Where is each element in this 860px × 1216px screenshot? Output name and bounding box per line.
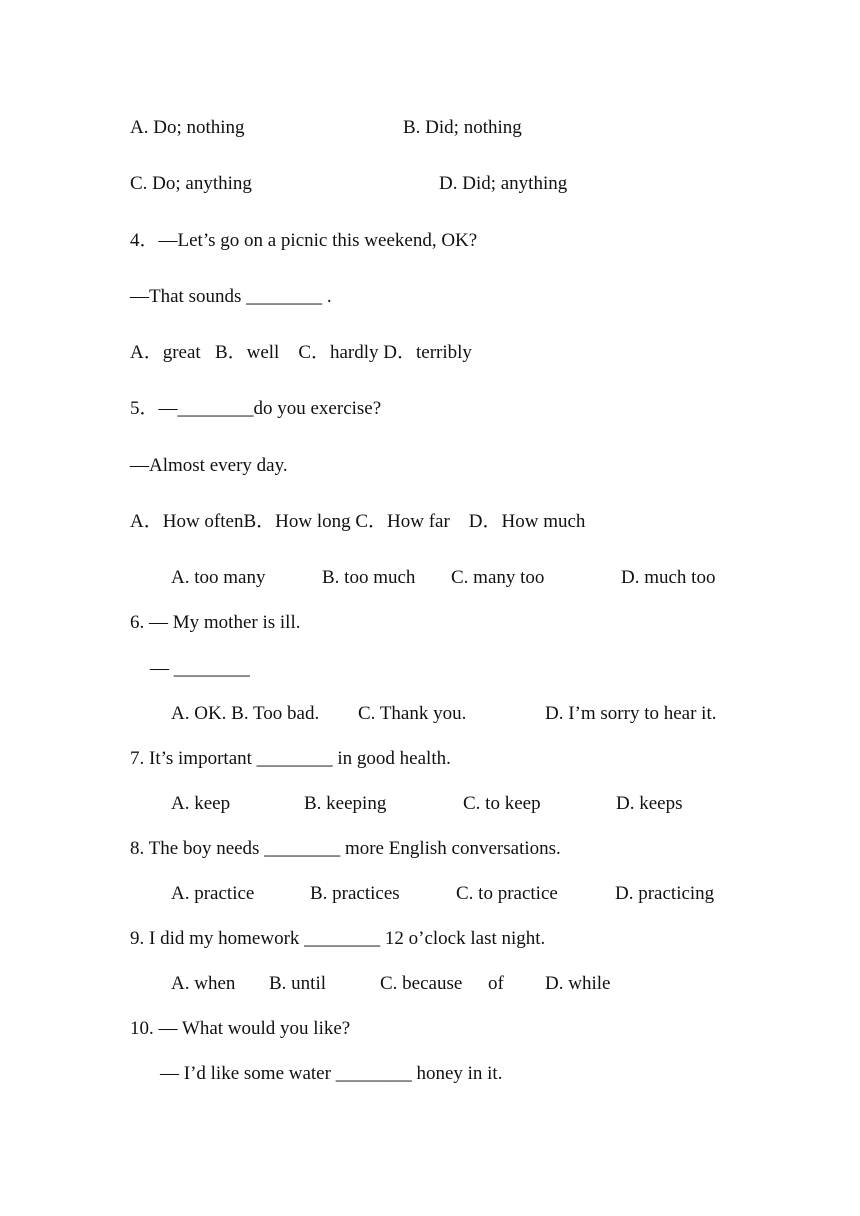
option-text: D. while [545,973,611,994]
option-text: C. Thank you. [358,703,467,724]
option-text: B. practices [310,883,400,904]
option-text: B. until [269,973,327,994]
option-text: D. practicing [615,883,715,904]
option-text: A. when [171,973,236,994]
option-text: A．How oftenB．How long C．How far D．How much [130,511,586,532]
option-text: B. too much [322,567,416,588]
option-text: A. keep [171,793,231,814]
dialogue-line: —That sounds ________ . [130,286,332,307]
question-text: 6. — My mother is ill. [130,612,301,633]
option-text: C. many too [451,567,545,588]
question-text: 9. I did my homework ________ 12 o’clock last night. [130,928,546,949]
question-text: 4．—Let’s go on a picnic this weekend, OK? [130,230,478,251]
option-text: B. Did; nothing [403,117,522,138]
dialogue-line: —Almost every day. [130,455,288,476]
option-text: C. because [380,973,463,994]
option-text: C. to keep [463,793,541,814]
option-text: A. practice [171,883,255,904]
option-text: D. Did; anything [439,173,568,194]
dialogue-line: — I’d like some water ________ honey in it. [160,1063,503,1084]
option-text: D. keeps [616,793,683,814]
option-text: A．great B．well C．hardly D．terribly [130,342,472,363]
question-text: 8. The boy needs ________ more English conversations. [130,838,561,859]
option-text: D. I’m sorry to hear it. [545,703,717,724]
question-text: 5．—________do you exercise? [130,398,382,419]
option-text: A. Do; nothing [130,117,245,138]
option-text: A. OK. B. Too bad. [171,703,320,724]
option-text: C. Do; anything [130,173,252,194]
question-text: 10. — What would you like? [130,1018,351,1039]
option-text: D. much too [621,567,716,588]
dialogue-line: — ________ [150,658,250,679]
option-text: A. too many [171,567,266,588]
question-text: 7. It’s important ________ in good health. [130,748,451,769]
option-text: of [488,973,504,994]
option-text: C. to practice [456,883,558,904]
option-text: B. keeping [304,793,387,814]
